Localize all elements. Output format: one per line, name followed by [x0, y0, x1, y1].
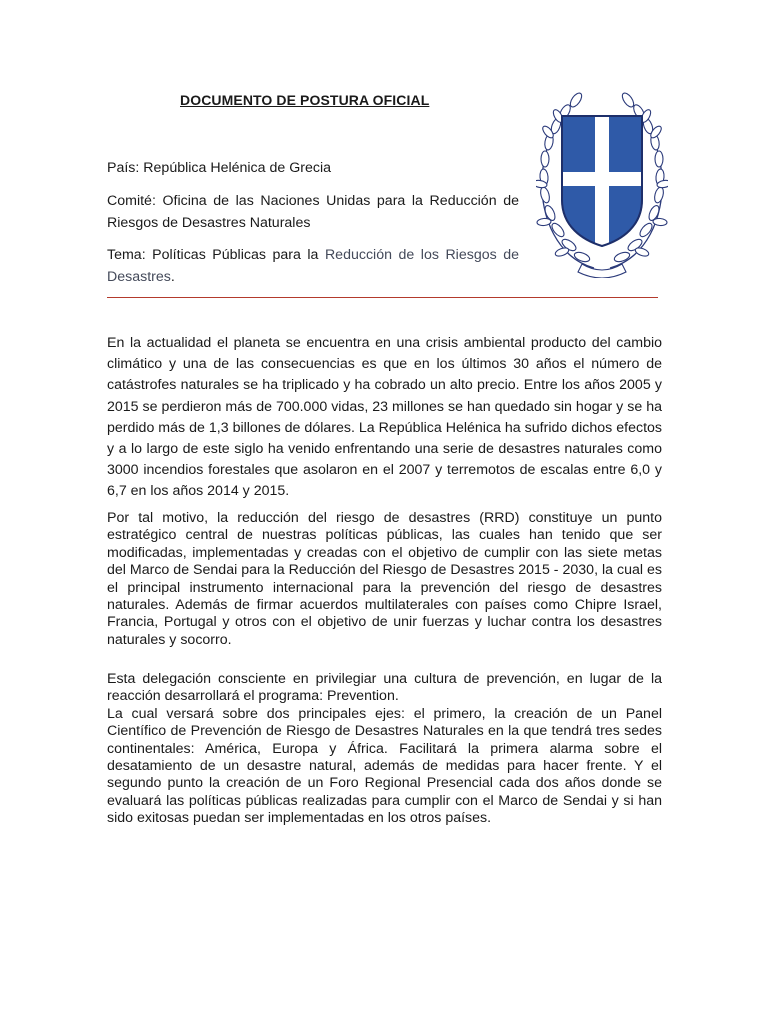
- paragraph-program: [107, 671, 662, 828]
- country-field: [107, 157, 519, 179]
- paragraph-text: Esta delegación consciente en privilegiar una cultura de prevención, en lugar de la reacción desarrollará el programa: Prevention.: [107, 671, 662, 705]
- committee-field: [107, 190, 519, 234]
- topic-value: Políticas Públicas para la: [152, 247, 319, 263]
- document-title: DOCUMENTO DE POSTURA OFICIAL: [180, 92, 430, 108]
- paragraph-text: La cual versará sobre dos principales ejes: el primero, la creación de un Panel Científico de Prevención de Riesgo de Desastres Naturales en la que tendrá tres sedes continentales: América, Europa y África. Facilitará la primera alarma sobre el desatamiento de un desastre natural, además de medidas para hacer frente. Y el segundo punto la creación de un Foro Regional Presencial cada dos años donde se evaluará las políticas públicas realizadas para cumplir con el Marco de Sendai y si han sido exitosas puedan ser implementadas en los otros países.: [107, 705, 662, 827]
- country-value: República Helénica de Grecia: [143, 160, 331, 176]
- committee-value: Oficina de las Naciones Unidas para la Reducción de Riesgos de Desastres Naturales: [107, 193, 519, 231]
- committee-label: Comité:: [107, 193, 156, 209]
- paragraph-text: En la actualidad el planeta se encuentra en una crisis ambiental producto del cambio climático y una de las consecuencias es que en los últimos 30 años el número de catástrofes naturales se ha triplicado y ha cobrado un alto precio. Entre los años 2005 y 2015 se perdieron más de 700.000 vidas, 23 millones se han quedado sin hogar y se ha perdido más de 1,3 billones de dólares. La República Helénica ha sufrido dichos efectos y a lo largo de este siglo ha venido enfrentando una serie de desastres naturales como 3000 incendios forestales que asolaron en el 2007 y terremotos de escalas entre 6,0 y 6,7 en los años 2014 y 2015.: [107, 335, 662, 500]
- paragraph-policy: [107, 510, 662, 649]
- topic-label: Tema:: [107, 247, 146, 263]
- topic-field: [107, 244, 519, 288]
- topic-highlight: Reducción de los Riesgos de Desastres: [107, 247, 519, 285]
- divider-rule: [107, 297, 658, 298]
- topic-end: .: [170, 269, 175, 285]
- country-label: País:: [107, 160, 140, 176]
- paragraph-intro: [107, 333, 662, 503]
- paragraph-text: Por tal motivo, la reducción del riesgo de desastres (RRD) constituye un punto estratégico central de nuestras políticas públicas, las cuales han tenido que ser modificadas, implementadas y creadas con el objetivo de cumplir con las siete metas del Marco de Sendai para la Reducción del Riesgo de Desastres 2015 - 2030, la cual es el principal instrumento internacional para la prevención del riesgo de desastres naturales. Además de firmar acuerdos multilaterales con países como Chipre Israel, Francia, Portugal y otros con el objetivo de unir fuerzas y luchar contra los desastres naturales y socorro.: [107, 510, 662, 648]
- greek-coat-of-arms-icon: [536, 88, 668, 278]
